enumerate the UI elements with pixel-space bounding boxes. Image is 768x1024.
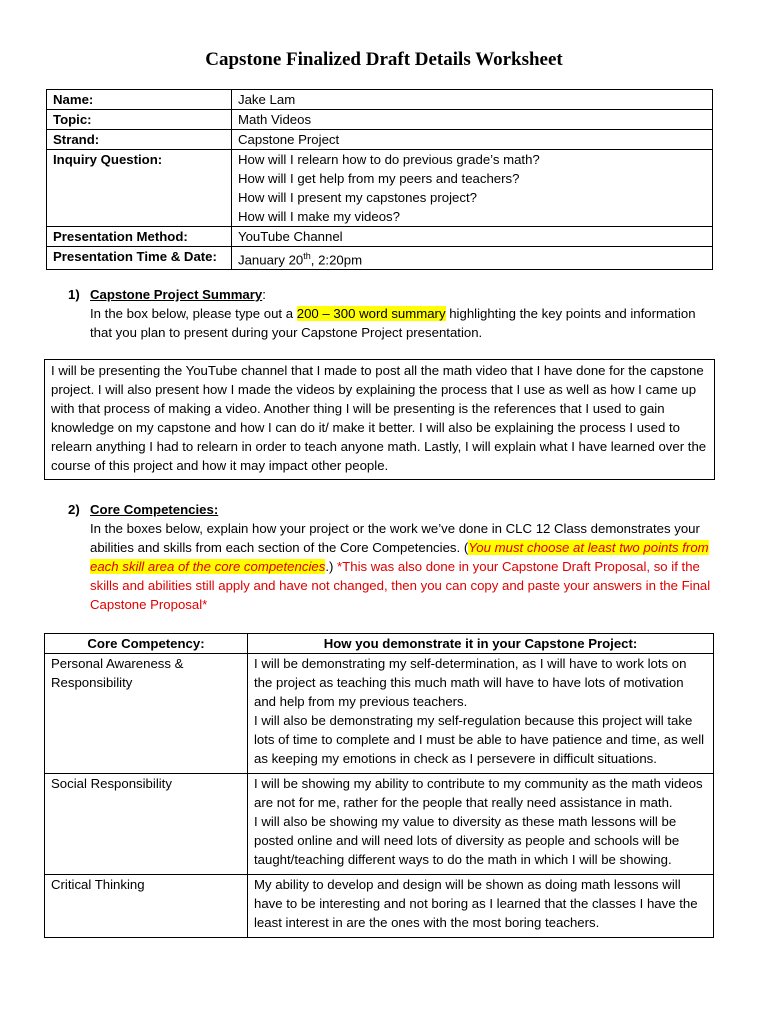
inquiry-question: How will I present my capstones project? xyxy=(238,190,477,205)
date-text: January 20 xyxy=(238,252,304,268)
inquiry-question: How will I make my videos? xyxy=(238,209,400,224)
date-suffix: th xyxy=(303,251,311,261)
topic-value: Math Videos xyxy=(232,110,713,130)
column-header: Core Competency: xyxy=(45,634,248,654)
competency-description: I will be demonstrating my self-determination, as I will have to work lots on the project as teaching this much math will have to have lots of motivation and help from my previous teachers. I will also be demonstrating my self-regulation because this project will take lots of time to complete and I must be able to have patience and time, as well as keeping my emotions in check as I persevere in difficult situations. xyxy=(248,654,714,774)
table-row xyxy=(47,150,713,227)
heading-colon: : xyxy=(262,287,266,302)
table-row xyxy=(45,875,714,938)
section-heading: Capstone Project Summary xyxy=(90,287,263,302)
name-label: Name: xyxy=(47,90,232,110)
section-heading: Core Competencies: xyxy=(90,502,219,517)
section-instructions: In the box below, please type out a 200 – 300 word summary highlighting the key points and information that you plan to present during your Capstone Project presentation. xyxy=(90,306,696,340)
section-number: 1) xyxy=(68,287,80,302)
details-table xyxy=(46,89,713,270)
table-row xyxy=(47,110,713,130)
time-label: Presentation Time & Date: xyxy=(47,247,232,270)
table-row xyxy=(45,654,714,774)
name-value: Jake Lam xyxy=(232,90,713,110)
competency-name: Personal Awareness & Responsibility xyxy=(45,654,248,774)
section-instructions: In the boxes below, explain how your project or the work we’ve done in CLC 12 Class demonstrates your abilities and skills from each section of the Core Competencies. (You must choose at least two points from each skill area of the core competencies.) *This was also done in your Capstone Draft Proposal, so if the skills and abilities still apply and have not changed, then you can copy and paste your answers in the Final Capstone Proposal* xyxy=(90,521,711,612)
section-number: 2) xyxy=(68,502,80,517)
core-competency-table xyxy=(44,633,714,938)
topic-label: Topic: xyxy=(47,110,232,130)
strand-label: Strand: xyxy=(47,130,232,150)
competency-description: My ability to develop and design will be shown as doing math lessons will have to be interesting and not boring as I learned that the classes I have the least interest in are the ones with the most boring teachers. xyxy=(248,875,714,938)
method-label: Presentation Method: xyxy=(47,227,232,247)
column-header: How you demonstrate it in your Capstone Project: xyxy=(248,634,714,654)
inquiry-question: How will I get help from my peers and teachers? xyxy=(238,171,520,186)
page-title: Capstone Finalized Draft Details Worksheet xyxy=(205,49,563,70)
table-row xyxy=(47,247,713,270)
time-value xyxy=(232,247,713,270)
highlighted-text: 200 – 300 word summary xyxy=(296,306,446,321)
competency-name: Social Responsibility xyxy=(45,774,248,875)
inquiry-question: How will I relearn how to do previous grade’s math? xyxy=(238,152,540,167)
competency-description: I will be showing my ability to contribute to my community as the math videos are not for me, rather for the people that really need assistance in math. I will also be showing my value to diversity as these math lessons will be posted online and will need lots of diversity as people and schools will be taught/teaching different ways to do the math in which I will be showing. xyxy=(248,774,714,875)
time-text: , 2:20pm xyxy=(310,252,363,268)
strand-value: Capstone Project xyxy=(232,130,713,150)
highlighted-text: You must choose at least two points from each skill area of the core competencies xyxy=(90,540,709,574)
inquiry-label: Inquiry Question: xyxy=(47,150,232,227)
red-note: *This was also done in your Capstone Draft Proposal, so if the skills and abilities still apply and have not changed, then you can copy and paste your answers in the Final Capstone Proposal* xyxy=(90,559,711,612)
summary-section xyxy=(68,285,718,342)
table-header-row xyxy=(45,634,714,654)
table-row xyxy=(47,227,713,247)
table-row xyxy=(47,130,713,150)
table-row xyxy=(47,90,713,110)
summary-box: I will be presenting the YouTube channel that I made to post all the math video that I have done for the capstone project. I will also present how I made the videos by explaining the process that I use as well as how I came up with that process of making a video. Another thing I will be presenting is the references that I used to gain knowledge on my capstone and how I can do it/ make it better. I will also be explaining the process I used to relearn anything I had to relearn in order to teach anyone math. Lastly, I will explain what I have learned over the course of this project and how it may impact other people. xyxy=(44,359,715,480)
method-value: YouTube Channel xyxy=(232,227,713,247)
inquiry-questions xyxy=(232,150,713,227)
core-competencies-section xyxy=(68,500,718,614)
competency-name: Critical Thinking xyxy=(45,875,248,938)
table-row xyxy=(45,774,714,875)
